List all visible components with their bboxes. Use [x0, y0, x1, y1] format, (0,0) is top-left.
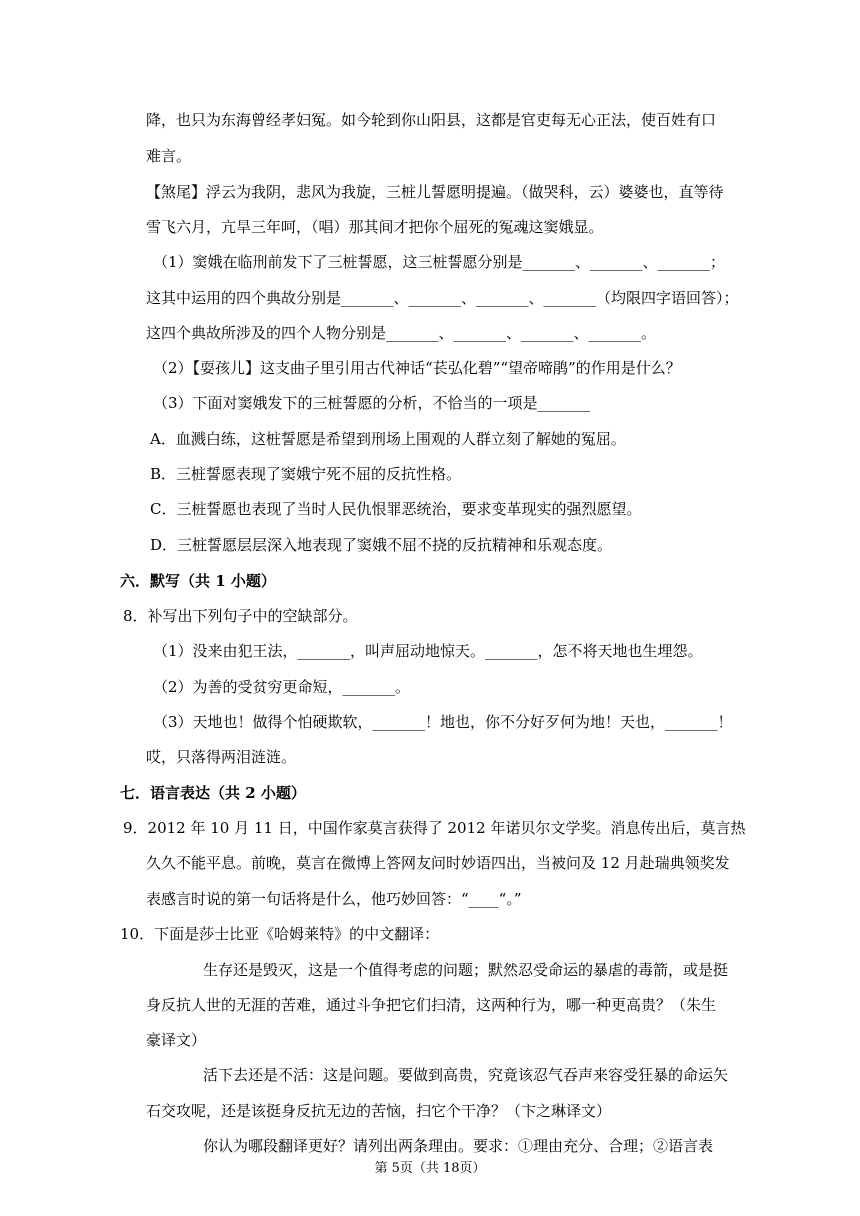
question-line: 久久不能平息。前晚，莫言在微博上答网友问时妙语四出，当被问及 12 月赴瑞典领奖发: [146, 854, 730, 872]
question-line: 你认为哪段翻译更好？请列出两条理由。要求：①理由充分、合理；②语言表: [203, 1137, 714, 1155]
section-heading: 七．语言表达（共 2 小题）: [120, 784, 306, 802]
section-heading: 六．默写（共 1 小题）: [120, 572, 276, 590]
quote-line: 生存还是毁灭，这是一个值得考虑的问题；默然忍受命运的暴虐的毒箭，或是挺: [203, 961, 729, 979]
option-a: A．血溅白练，这桩誓愿是希望到刑场上围观的人群立刻了解她的冤屈。: [150, 430, 626, 448]
question-line: （3）天地也！做得个怕硬欺软，_______！地也，你不分好歹何为地！天也，_______！: [153, 713, 733, 731]
question-line: （1）窦娥在临刑前发下了三桩誓愿，这三桩誓愿分别是_______、_______、_______；: [153, 253, 726, 271]
quote-line: 身反抗人世的无涯的苦难，通过斗争把它们扫清，这两种行为，哪一种更高贵？（朱生: [146, 996, 717, 1014]
question-line: （3）下面对窦娥发下的三桩誓愿的分析，不恰当的一项是_______: [153, 394, 591, 412]
question-line: 这四个典故所涉及的四个人物分别是_______、_______、_______、_______。: [146, 324, 657, 342]
question-line: 表感言时说的第一句话将是什么，他巧妙回答：“____“。”: [146, 890, 522, 908]
question-line: 这其中运用的四个典故分别是_______、_______、_______、_______（均限四字语回答）；: [146, 289, 739, 307]
text-line: 【煞尾】浮云为我阴，悲风为我旋，三桩儿誓愿明提遍。（做哭科，云）婆婆也，直等待: [146, 183, 724, 201]
question-line: （2）为善的受贫穷更命短，_______。: [153, 678, 411, 696]
text-line: 难言。: [146, 147, 192, 165]
quote-line: 石交攻呢，还是该挺身反抗无边的苦恼，扫它个干净？（卞之琳译文）: [146, 1102, 612, 1120]
question-line: （1）没来由犯王法，_______，叫声屈动地惊天。_______，怎不将天地也生埋怨。: [153, 642, 703, 660]
option-d: D．三桩誓愿层层深入地表现了窦娥不屈不挠的反抗精神和乐观态度。: [150, 536, 613, 554]
quote-line: 豪译文）: [146, 1031, 207, 1049]
text-line: 雪飞六月，亢旱三年呵，（唱）那其间才把你个屈死的冤魂这窦娥显。: [146, 218, 604, 236]
question-line: 10．下面是莎士比亚《哈姆莱特》的中文翻译：: [120, 925, 440, 943]
question-line: 9．2012 年 10 月 11 日，中国作家莫言获得了 2012 年诺贝尔文学奖。消息传出后，莫言热: [123, 819, 746, 837]
option-b: B．三桩誓愿表现了窦娥宁死不屈的反抗性格。: [150, 465, 462, 483]
page-footer: 第 5页（共 18页）: [374, 1161, 486, 1176]
question-line: 哎，只落得两泪涟涟。: [146, 748, 297, 766]
quote-line: 活下去还是不活：这是问题。要做到高贵，究竟该忍气吞声来容受狂暴的命运矢: [203, 1066, 729, 1084]
question-line: 8．补写出下列句子中的空缺部分。: [123, 607, 358, 625]
question-line: （2）【耍孩儿】这支曲子里引用古代神话“苌弘化碧”“望帝啼鹃”的作用是什么？: [153, 359, 681, 377]
option-c: C．三桩誓愿也表现了当时人民仇恨罪恶统治，要求变革现实的强烈愿望。: [150, 500, 642, 518]
text-line: 降，也只为东海曾经孝妇冤。如今轮到你山阳县，这都是官吏每无心正法，使百姓有口: [146, 111, 717, 129]
